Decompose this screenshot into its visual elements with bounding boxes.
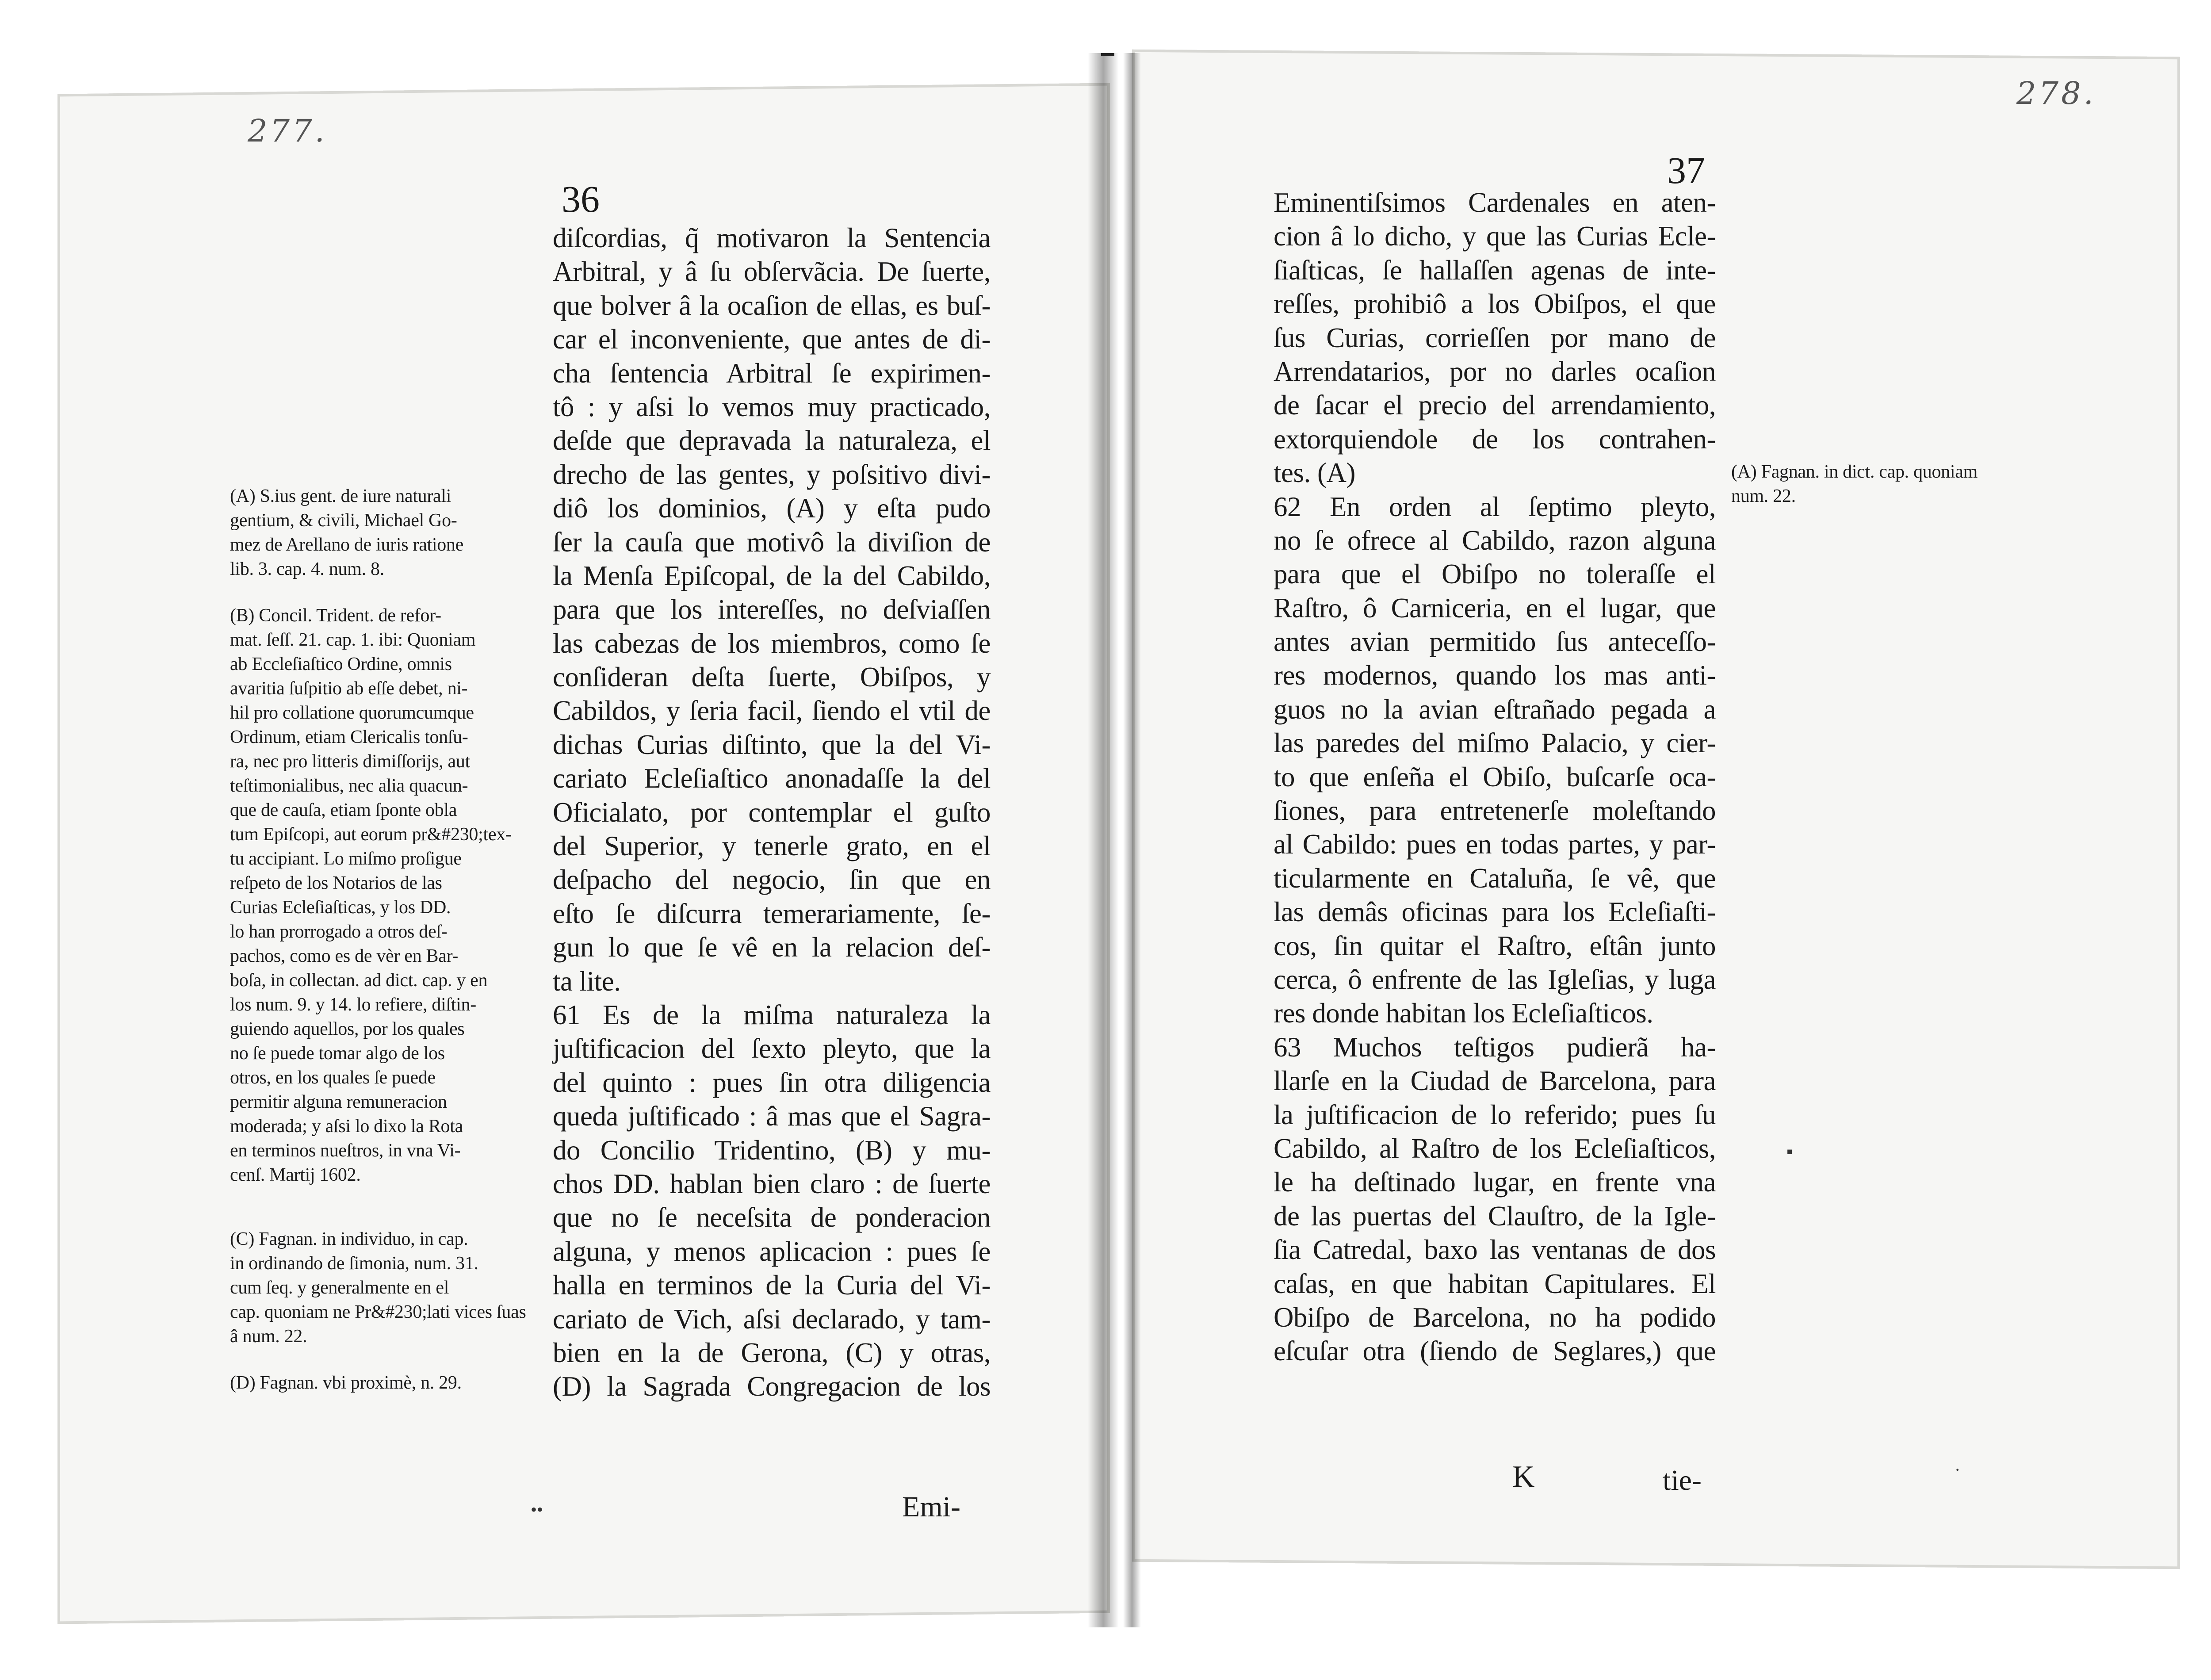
text-line: Arrendatarios, por no darles ocaſion bbox=[1274, 356, 1716, 387]
gutter-shadow-right bbox=[1123, 53, 1141, 1627]
text-line: alguna, y menos aplicacion : pues ſe bbox=[553, 1236, 991, 1267]
text-line: para que los intereſſes, no deſviaſſen bbox=[553, 594, 991, 625]
text-line: drecho de las gentes, y poſsitivo divi- bbox=[553, 459, 991, 490]
text-line: ſus Curias, corrieſſen por mano de bbox=[1274, 322, 1716, 353]
note-line: que de cauſa, etiam ſponte obla bbox=[230, 800, 457, 820]
margin-mark: · bbox=[1955, 1460, 1961, 1480]
note-line: â num. 22. bbox=[230, 1326, 307, 1347]
text-line: 62 En orden al ſeptimo pleyto, bbox=[1274, 491, 1716, 522]
note-line: cap. quoniam ne Pr&#230;lati vices ſuas bbox=[230, 1302, 526, 1322]
text-line: guos no la avian eſtrañado pegada a bbox=[1274, 693, 1716, 725]
text-line: chos DD. hablan bien claro : de ſuerte bbox=[553, 1168, 991, 1199]
text-line: gun lo que ſe vê en la relacion deſ- bbox=[553, 932, 991, 963]
text-line: extorquiendole de los contrahen- bbox=[1274, 423, 1716, 455]
note-line: otros, en los quales ſe puede bbox=[230, 1068, 436, 1088]
note-line: ra, nec pro litteris dimiſſorijs, aut bbox=[230, 751, 470, 772]
text-line: res donde habitan los Ecleſiaſticos. bbox=[1274, 998, 1653, 1029]
text-line: res modernos, quando los mas anti- bbox=[1274, 660, 1716, 691]
text-line: cariato Ecleſiaſtico anonadaſſe la del bbox=[553, 763, 991, 794]
note-line: permitir alguna remuneracion bbox=[230, 1092, 447, 1112]
text-line: ſia Catredal, baxo las ventanas de dos bbox=[1274, 1234, 1716, 1266]
text-line: diſcordias, q̃ motivaron la Sentencia bbox=[553, 222, 991, 253]
text-line: cariato de Vich, aſsi declarado, y tam- bbox=[553, 1303, 991, 1335]
text-line: 61 Es de la miſma naturaleza la bbox=[553, 999, 991, 1030]
margin-mark: •• bbox=[531, 1500, 543, 1519]
left-main-text bbox=[553, 221, 991, 1404]
note-line: no ſe puede tomar algo de los bbox=[230, 1043, 445, 1064]
text-line: cion â lo dicho, y que las Curias Ecle- bbox=[1274, 221, 1716, 252]
text-line: diô los dominios, (A) y eſta pudo bbox=[553, 493, 991, 524]
note-line: hil pro collatione quorumcumque bbox=[230, 703, 474, 723]
catchword-left: Emi- bbox=[902, 1491, 960, 1523]
text-line: antes avian permitido ſus anteceſſo- bbox=[1274, 626, 1716, 658]
note-line: avaritia ſuſpitio ab eſſe debet, ni- bbox=[230, 678, 468, 699]
text-line: Raſtro, ô Carniceria, en el lugar, que bbox=[1274, 592, 1716, 624]
note-line: tum Epiſcopi, aut eorum pr&#230;tex- bbox=[230, 824, 512, 845]
text-line: la juſtificacion de lo referido; pues ſu bbox=[1274, 1099, 1716, 1130]
text-line: Arbitral, y â ſu obſervãcia. De ſuerte, bbox=[553, 256, 991, 287]
text-line: caſas, en que habitan Capitulares. El bbox=[1274, 1268, 1716, 1299]
text-line: queda juſtificado : â mas que el Sagra- bbox=[553, 1101, 991, 1132]
text-line: ticularmente en Cataluña, ſe vê, que bbox=[1274, 862, 1716, 894]
note-line: los num. 9. y 14. lo refiere, diſtin- bbox=[230, 995, 476, 1015]
text-line: Oficialato, por contemplar el guſto bbox=[553, 796, 991, 828]
text-line: deſpacho del negocio, ſin que en bbox=[553, 864, 991, 895]
note-line: pachos, como es de vèr en Bar- bbox=[230, 946, 459, 966]
text-line: to que enſeña el Obiſo, buſcarſe oca- bbox=[1274, 761, 1716, 792]
text-line: reſſes, prohibiô a los Obiſpos, el que bbox=[1274, 288, 1716, 320]
gutter-shadow-left bbox=[1088, 53, 1119, 1627]
text-line: juſtificacion del ſexto pleyto, que la bbox=[553, 1033, 991, 1064]
text-line: (D) la Sagrada Congregacion de los bbox=[553, 1371, 991, 1402]
note-line: Ordinum, etiam Clericalis tonſu- bbox=[230, 727, 468, 747]
note-line: guiendo aquellos, por los quales bbox=[230, 1019, 465, 1039]
text-line: del quinto : pues ſin otra diligencia bbox=[553, 1067, 991, 1098]
text-line: dichas Curias diſtinto, que la del Vi- bbox=[553, 729, 991, 760]
page-number-right: 37 bbox=[1667, 149, 1705, 191]
note-line: cenſ. Martij 1602. bbox=[230, 1165, 361, 1185]
note-line: (D) Fagnan. vbi proximè, n. 29. bbox=[230, 1373, 462, 1393]
text-line: conſideran deſta ſuerte, Obiſpos, y bbox=[553, 662, 991, 693]
text-line: ſer la cauſa que motivô la diviſion de bbox=[553, 526, 991, 558]
note-line: moderada; y aſsi lo dixo la Rota bbox=[230, 1116, 463, 1137]
text-line: car el inconveniente, que antes de di- bbox=[553, 324, 991, 355]
note-line: lib. 3. cap. 4. num. 8. bbox=[230, 559, 384, 579]
text-line: eſcuſar otra (ſiendo de Seglares,) que bbox=[1274, 1336, 1716, 1367]
top-center-mark bbox=[1101, 53, 1114, 56]
text-line: que bolver â la ocaſion de ellas, es buſ- bbox=[553, 290, 991, 321]
note-line: Curias Ecleſiaſticas, y los DD. bbox=[230, 897, 451, 918]
text-line: del Superior, y tenerle grato, en el bbox=[553, 830, 991, 862]
note-line: num. 22. bbox=[1731, 486, 1796, 506]
note-line: mez de Arellano de iuris ratione bbox=[230, 535, 464, 555]
text-line: llarſe en la Ciudad de Barcelona, para bbox=[1274, 1065, 1716, 1097]
note-line: ab Eccleſiaſtico Ordine, omnis bbox=[230, 654, 452, 674]
text-line: Eminentiſsimos Cardenales en aten- bbox=[1274, 187, 1716, 218]
note-line: cum ſeq. y generalmente en el bbox=[230, 1278, 449, 1298]
margin-mark: ▪ bbox=[1786, 1141, 1793, 1161]
note-d bbox=[230, 1371, 535, 1395]
note-line: teſtimonialibus, nec alia quacun- bbox=[230, 776, 468, 796]
text-line: de las puertas del Clauſtro, de la Igle- bbox=[1274, 1200, 1716, 1232]
left-marginal-notes bbox=[230, 484, 535, 1417]
right-marginal-notes bbox=[1731, 460, 1979, 509]
text-line: Cabildos, y ſeria facil, ſiendo el vtil de bbox=[553, 695, 991, 727]
page-number-left: 36 bbox=[562, 178, 600, 220]
text-line: cos, ſin quitar el Raſtro, eſtân junto bbox=[1274, 930, 1716, 961]
note-line: en terminos nueſtros, in vna Vi- bbox=[230, 1140, 461, 1161]
text-line: ta lite. bbox=[553, 965, 621, 997]
folio-mark-left: 277. bbox=[248, 113, 327, 149]
text-line: do Concilio Tridentino, (B) y mu- bbox=[553, 1134, 991, 1166]
note-line: boſa, in collectan. ad dict. cap. y en bbox=[230, 970, 488, 991]
text-line: que no ſe neceſsita de ponderacion bbox=[553, 1202, 991, 1233]
note-a bbox=[230, 484, 535, 582]
text-line: tes. (A) bbox=[1274, 457, 1355, 489]
right-main-text bbox=[1274, 186, 1716, 1368]
text-line: para que el Obiſpo no toleraſſe el bbox=[1274, 559, 1716, 590]
text-line: cerca, ô enfrente de las Igleſias, y luga bbox=[1274, 964, 1716, 995]
text-line: ſiones, para entretenerſe moleſtando bbox=[1274, 795, 1716, 827]
text-line: ſiaſticas, ſe hallaſſen agenas de inte- bbox=[1274, 254, 1716, 286]
text-line: Cabildo, al Raſtro de los Ecleſiaſticos, bbox=[1274, 1133, 1716, 1164]
text-line: cha ſentencia Arbitral ſe expirimen- bbox=[553, 357, 991, 389]
note-line: mat. ſeſſ. 21. cap. 1. ibi: Quoniam bbox=[230, 630, 476, 650]
note-line: (C) Fagnan. in individuo, in cap. bbox=[230, 1229, 468, 1249]
text-line: eſto ſe diſcurra temerariamente, ſe- bbox=[553, 898, 991, 929]
text-line: Obiſpo de Barcelona, no ha podido bbox=[1274, 1301, 1716, 1333]
note-line: reſpeto de los Notarios de las bbox=[230, 873, 442, 893]
text-line: la Menſa Epiſcopal, de la del Cabildo, bbox=[553, 560, 991, 591]
note-line: (B) Concil. Trident. de refor- bbox=[230, 605, 441, 626]
text-line: halla en terminos de la Curia del Vi- bbox=[553, 1270, 991, 1301]
folio-mark-right: 278. bbox=[2016, 75, 2096, 111]
text-line: las paredes del miſmo Palacio, y cier- bbox=[1274, 727, 1716, 759]
note-c bbox=[230, 1227, 535, 1349]
text-line: deſde que depravada la naturaleza, el bbox=[553, 425, 991, 456]
note-b bbox=[230, 604, 535, 1187]
text-line: no ſe ofrece al Cabildo, razon alguna bbox=[1274, 524, 1716, 556]
text-line: al Cabildo: pues en todas partes, y par- bbox=[1274, 829, 1716, 860]
text-line: las demâs oficinas para los Ecleſiaſti- bbox=[1274, 896, 1716, 928]
text-line: bien en la de Gerona, (C) y otras, bbox=[553, 1337, 991, 1368]
text-line: de ſacar el precio del arrendamiento, bbox=[1274, 390, 1716, 421]
text-line: tô : y aſsi lo vemos muy practicado, bbox=[553, 391, 991, 422]
note-line: gentium, & civili, Michael Go- bbox=[230, 510, 457, 531]
text-line: 63 Muchos teſtigos pudierã ha- bbox=[1274, 1031, 1716, 1063]
note-line: in ordinando de ſimonia, num. 31. bbox=[230, 1253, 478, 1274]
note-line: (A) Fagnan. in dict. cap. quoniam bbox=[1731, 462, 1978, 482]
note-line: (A) S.ius gent. de iure naturali bbox=[230, 486, 451, 506]
signature-mark: K bbox=[1512, 1460, 1535, 1494]
note-line: lo han prorrogado a otros deſ- bbox=[230, 922, 448, 942]
note-line: tu accipiant. Lo miſmo proſigue bbox=[230, 849, 462, 869]
text-line: las cabezas de los miembros, como ſe bbox=[553, 628, 991, 659]
text-line: le ha deſtinado lugar, en frente vna bbox=[1274, 1167, 1716, 1198]
catchword-right: tie- bbox=[1663, 1464, 1702, 1496]
